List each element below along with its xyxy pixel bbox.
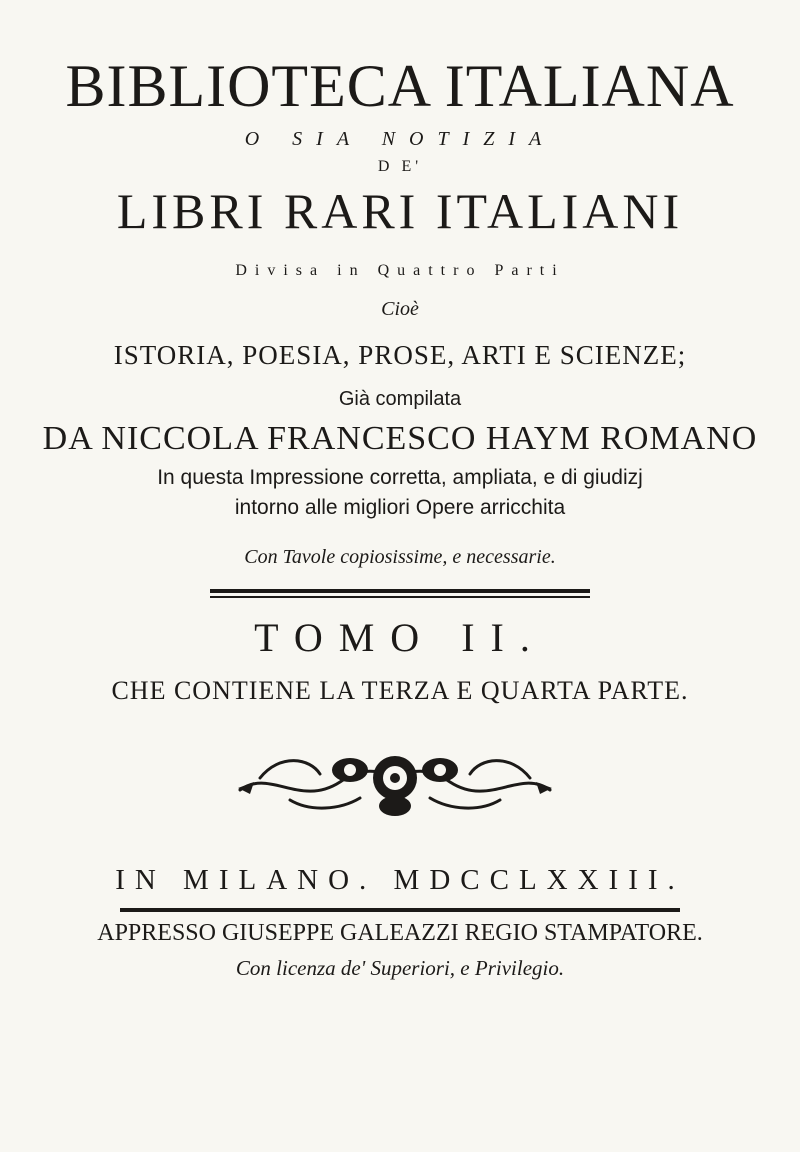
volume-number: TOMO II. bbox=[254, 615, 546, 660]
compilata-line: Già compilata bbox=[338, 388, 462, 410]
imprint-place-date: IN MILANO. MDCCLXXIII. bbox=[115, 864, 685, 896]
cioe-label: Cioè bbox=[381, 298, 419, 320]
printer-ornament-icon bbox=[230, 738, 560, 818]
description-line-1: In questa Impressione corretta, ampliata, e di giudizj bbox=[157, 466, 643, 489]
license-line: Con licenza de' Superiori, e Privilegio. bbox=[235, 956, 565, 980]
description-line-2: intorno alle migliori Opere arricchita bbox=[234, 496, 566, 519]
thick-rule bbox=[210, 589, 590, 593]
main-title: BIBLIOTECA ITALIANA bbox=[65, 53, 735, 119]
author-line: DA NICCOLA FRANCESCO HAYM ROMANO bbox=[42, 420, 758, 457]
topics-line: ISTORIA, POESIA, PROSE, ARTI E SCIENZE; bbox=[113, 340, 687, 370]
volume-contents: CHE CONTIENE LA TERZA E QUARTA PARTE. bbox=[111, 676, 689, 705]
secondary-title: LIBRI RARI ITALIANI bbox=[116, 183, 684, 239]
imprint-rule bbox=[120, 908, 680, 912]
tavole-line: Con Tavole copiosissime, e necessarie. bbox=[244, 546, 556, 568]
thin-rule bbox=[210, 596, 590, 598]
divisa-line: Divisa in Quattro Parti bbox=[235, 262, 565, 279]
preposition-de: D E' bbox=[377, 158, 423, 175]
publisher-line: APPRESSO GIUSEPPE GALEAZZI REGIO STAMPATORE. bbox=[97, 920, 703, 946]
subtitle: O SIA NOTIZIA bbox=[244, 128, 556, 150]
